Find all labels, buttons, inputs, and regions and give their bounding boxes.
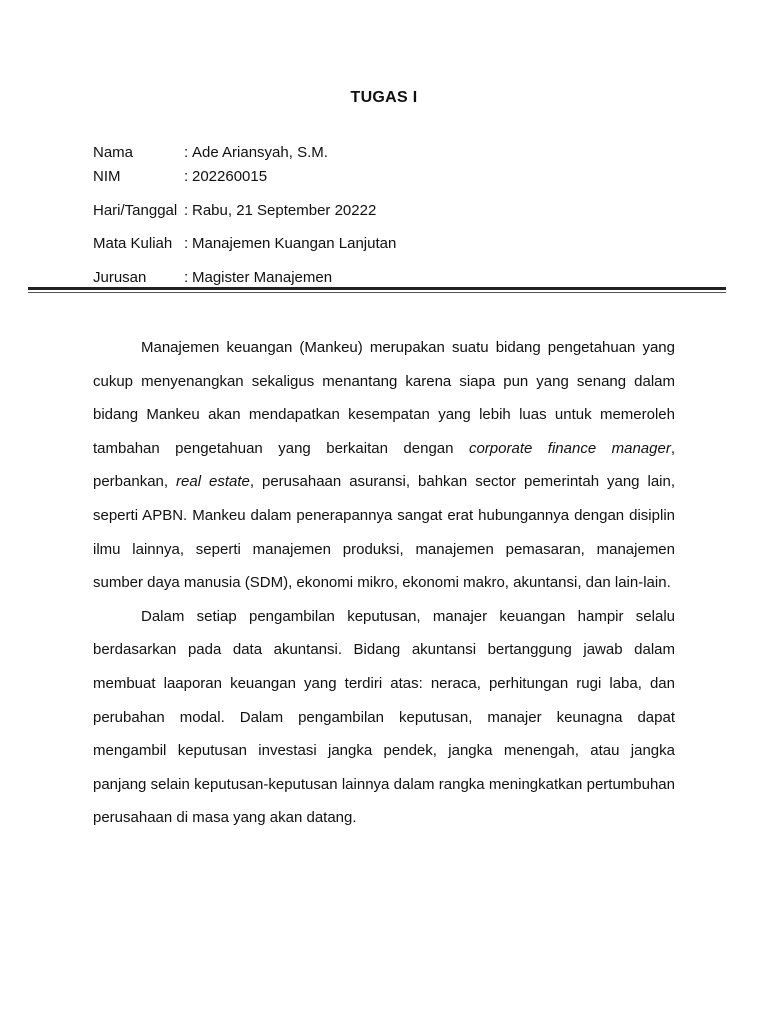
header-divider-thin — [28, 292, 726, 293]
info-label: Hari/Tanggal — [93, 202, 178, 219]
info-row-nama — [93, 143, 328, 163]
info-row-nim — [93, 167, 267, 187]
document-title: TUGAS I — [350, 89, 418, 106]
info-separator: : — [184, 202, 189, 219]
paragraph-text: , perbankan, — [93, 439, 676, 491]
info-row-jurusan — [93, 268, 332, 288]
paragraph-text: , perusahaan asuransi, bahkan sector pemerintah yang lain, seperti APBN. Mankeu dalam penerapannya sangat erat hubungannya dengan disiplin ilmu lainnya, seperti manajemen produksi, manajemen pemasaran, manajemen sumber daya manusia (SDM), ekonomi mikro, ekonomi makro, akuntansi, dan lain-lain. — [93, 473, 676, 592]
info-label: Jurusan — [93, 269, 147, 286]
info-label: Nama — [93, 144, 134, 161]
info-separator: : — [184, 168, 189, 185]
info-row-mata-kuliah — [93, 234, 396, 254]
document-body — [93, 331, 675, 835]
info-separator: : — [184, 235, 189, 252]
info-value: Manajemen Kuangan Lanjutan — [192, 235, 397, 252]
info-value: Ade Ariansyah, S.M. — [192, 144, 328, 161]
info-row-hari-tanggal — [93, 201, 376, 221]
italic-term: corporate finance manager — [468, 439, 671, 457]
info-value: Rabu, 21 September 20222 — [192, 202, 377, 219]
header-divider-thick — [28, 287, 726, 290]
info-value: Magister Manajemen — [192, 269, 333, 286]
paragraph-1 — [93, 331, 675, 600]
italic-term: real estate — [176, 473, 250, 491]
info-separator: : — [184, 144, 189, 161]
info-label: Mata Kuliah — [93, 235, 173, 252]
info-label: NIM — [93, 168, 121, 185]
info-value: 202260015 — [192, 168, 268, 185]
info-separator: : — [184, 269, 189, 286]
paragraph-text: Manajemen keuangan (Mankeu) merupakan suatu bidang pengetahuan yang cukup menyenangkan sekaligus menantang karena siapa pun yang senang dalam bidang Mankeu akan mendapatkan kesempatan yang lebih luas untuk memeroleh tambahan pengetahuan yang berkaitan dengan — [93, 339, 675, 457]
paragraph-2: Dalam setiap pengambilan keputusan, manajer keuangan hampir selalu berdasarkan pada data akuntansi. Bidang akuntansi bertanggung jawab dalam membuat laaporan keuangan yang terdiri atas: neraca, perhitungan rugi laba, dan perubahan modal. Dalam pengambilan keputusan, manajer keunagna dapat mengambil keputusan investasi jangka pendek, jangka menengah, atau jangka panjang selain keputusan-keputusan lainnya dalam rangka meningkatkan pertumbuhan perusahaan di masa yang akan datang. — [93, 607, 675, 827]
